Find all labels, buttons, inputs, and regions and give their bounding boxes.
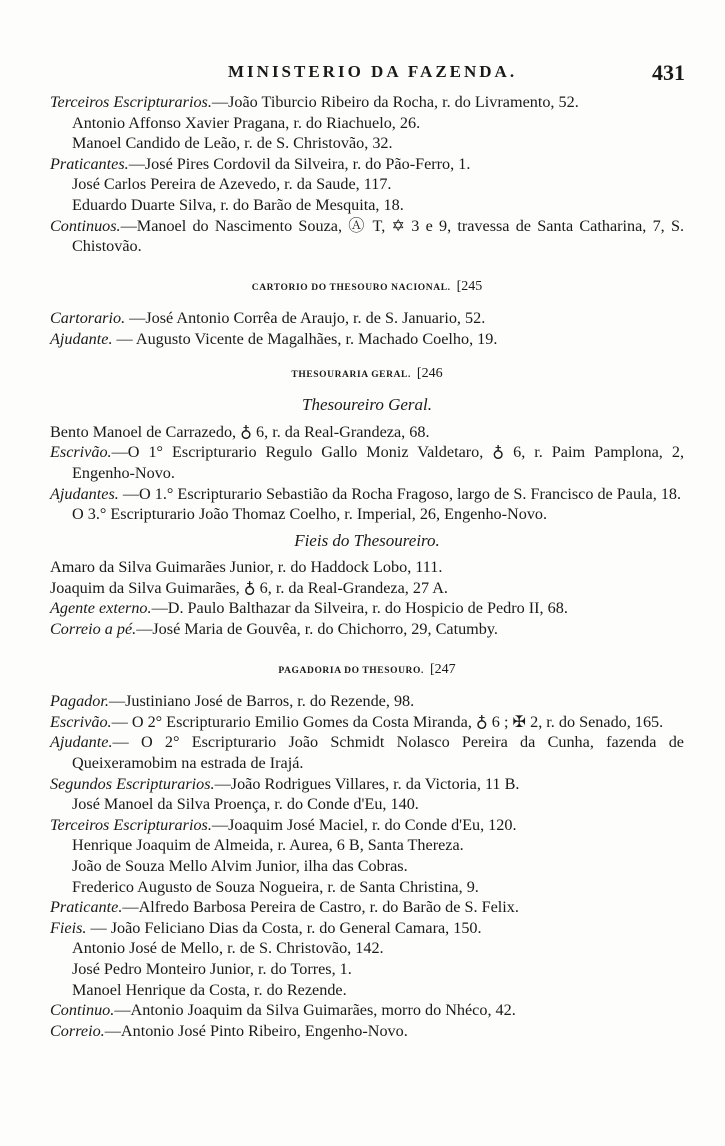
- role-label: Fieis.: [50, 918, 87, 937]
- entry-text: O 3.° Escripturario João Thomaz Coelho, r. Imperial, 26, Engenho-Novo.: [72, 505, 548, 524]
- role-label: Ajudantes.: [50, 484, 119, 503]
- list-item: [50, 1021, 684, 1042]
- list-item: [50, 619, 684, 640]
- entry-text: Bento Manoel de Carrazedo, ♁ 6, r. da Real-Grandeza, 68.: [50, 422, 430, 441]
- role-label: Segundos Escripturarios.: [50, 774, 215, 793]
- list-item: [50, 422, 684, 443]
- list-item: [50, 774, 684, 795]
- page-header: [0, 60, 725, 90]
- list-item: [50, 938, 684, 959]
- list-item: [50, 877, 684, 898]
- list-item: [50, 578, 684, 599]
- list-item: [50, 835, 684, 856]
- list-item: [50, 174, 684, 195]
- entry-text: —João Rodrigues Villares, r. da Victoria, 11 B.: [214, 774, 520, 793]
- pagadoria-list: [50, 691, 684, 1041]
- list-item: [50, 195, 684, 216]
- fieis-list: [50, 557, 684, 639]
- role-label: Pagador.: [50, 692, 109, 711]
- entry-text: Antonio Affonso Xavier Pragana, r. do Riachuelo, 26.: [72, 113, 421, 132]
- entry-text: —José Maria de Gouvêa, r. do Chichorro, 29, Catumby.: [136, 620, 498, 639]
- entry-text: José Manoel da Silva Proença, r. do Conde d'Eu, 140.: [72, 795, 419, 814]
- entry-text: Manoel Henrique da Costa, r. do Rezende.: [72, 980, 347, 999]
- section-heading-cartorio: [50, 277, 684, 299]
- entry-text: José Carlos Pereira de Azevedo, r. da Saude, 117.: [72, 175, 392, 194]
- running-title: MINISTERIO DA FAZENDA.: [228, 62, 518, 81]
- role-label: Continuo.: [50, 1001, 115, 1020]
- role-label: Correio a pé.: [50, 620, 137, 639]
- list-item: [50, 815, 684, 836]
- entry-text: —Alfredo Barbosa Pereira de Castro, r. do Barão de S. Felix.: [122, 898, 519, 917]
- section-heading-thesouraria: [50, 364, 684, 386]
- entry-text: —Antonio José Pinto Ribeiro, Engenho-Novo.: [104, 1021, 408, 1040]
- subsection-title: Thesoureiro Geral.: [301, 395, 432, 415]
- section-heading-pagadoria: [50, 660, 684, 682]
- entry-text: Amaro da Silva Guimarães Junior, r. do Haddock Lobo, 111.: [50, 558, 443, 577]
- section-heading-text: THESOURARIA GERAL.: [291, 369, 411, 380]
- list-item: [50, 918, 684, 939]
- list-item: [50, 959, 684, 980]
- entry-text: —Joaquim José Maciel, r. do Conde d'Eu, 120.: [211, 815, 517, 834]
- page-number: 431: [652, 60, 685, 85]
- role-label: Cartorario.: [50, 309, 126, 328]
- list-item: [50, 308, 684, 329]
- entry-text: —Justiniano José de Barros, r. do Rezende, 98.: [108, 692, 415, 711]
- list-item: [50, 92, 684, 113]
- entry-text: Eduardo Duarte Silva, r. do Barão de Mesquita, 18.: [72, 195, 404, 214]
- role-label: Escrivão.: [50, 712, 112, 731]
- list-item: [50, 897, 684, 918]
- entry-text: —Manoel do Nascimento Souza, Ⓐ T, ✡ 3 e 9, travessa de Santa Catharina, 7, S. Chistovão.: [72, 216, 684, 256]
- entry-text: Frederico Augusto de Souza Nogueira, r. de Santa Christina, 9.: [72, 877, 479, 896]
- role-label: Escrivão.: [50, 443, 112, 462]
- entry-text: Antonio José de Mello, r. de S. Christovão, 142.: [72, 939, 384, 958]
- role-label: Correio.: [50, 1021, 105, 1040]
- section-number: [247: [429, 661, 456, 677]
- role-label: Continuos.: [50, 216, 121, 235]
- role-label: Terceiros Escripturarios.: [50, 815, 212, 834]
- list-item: [50, 133, 684, 154]
- list-item: [50, 557, 684, 578]
- list-item: [50, 154, 684, 175]
- list-item: [50, 329, 684, 350]
- role-label: Ajudante.: [50, 733, 113, 752]
- page-body: [50, 92, 684, 1041]
- entry-text: — Augusto Vicente de Magalhães, r. Machado Coelho, 19.: [112, 329, 498, 348]
- entry-text: —O 1° Escripturario Regulo Gallo Moniz Valdetaro, ♁ 6, r. Paim Pamplona, 2, Engenho-Novo.: [72, 443, 684, 482]
- list-item: [50, 732, 684, 773]
- entry-text: Joaquim da Silva Guimarães, ♁ 6, r. da Real-Grandeza, 27 A.: [50, 578, 448, 597]
- list-item: [50, 1000, 684, 1021]
- list-item: [50, 113, 684, 134]
- role-label: Praticantes.: [50, 154, 129, 173]
- section-heading-text: PAGADORIA DO THESOURO.: [278, 665, 424, 676]
- list-item: [50, 504, 684, 525]
- entry-text: —O 1.° Escripturario Sebastião da Rocha Fragoso, largo de S. Francisco de Paula, 18.: [118, 484, 682, 503]
- entry-text: — João Feliciano Dias da Costa, r. do General Camara, 150.: [86, 918, 482, 937]
- list-item: [50, 980, 684, 1001]
- entry-text: Henrique Joaquim de Almeida, r. Aurea, 6 B, Santa Thereza.: [72, 836, 464, 855]
- entry-text: João de Souza Mello Alvim Junior, ilha das Cobras.: [72, 857, 408, 875]
- list-item: [50, 691, 684, 712]
- entry-text: — O 2° Escripturario Emilio Gomes da Costa Miranda, ♁ 6 ; ✠ 2, r. do Senado, 165.: [111, 712, 664, 731]
- role-label: Agente externo.: [50, 599, 152, 618]
- cartorio-list: [50, 308, 684, 349]
- list-item: [50, 598, 684, 619]
- role-label: Praticante.: [50, 898, 123, 917]
- staff-list-continued: [50, 92, 684, 257]
- list-item: [50, 442, 684, 483]
- subsection-title: Fieis do Thesoureiro.: [294, 530, 440, 550]
- list-item: [50, 712, 684, 733]
- entry-text: —D. Paulo Balthazar da Silveira, r. do Hospicio de Pedro II, 68.: [151, 599, 568, 618]
- entry-text: — O 2° Escripturario João Schmidt Nolasco Pereira da Cunha, fazenda de Queixeramobim na estrada de Irajá.: [72, 733, 684, 773]
- entry-text: —Antonio Joaquim da Silva Guimarães, morro do Nhéco, 42.: [114, 1001, 516, 1020]
- entry-text: —João Tiburcio Ribeiro da Rocha, r. do Livramento, 52.: [211, 93, 579, 111]
- section-heading-text: CARTORIO DO THESOURO NACIONAL.: [251, 282, 451, 293]
- role-label: Terceiros Escripturarios.: [50, 93, 212, 111]
- thesouraria-list: [50, 422, 684, 525]
- list-item: [50, 216, 684, 257]
- entry-text: Manoel Candido de Leão, r. de S. Christovão, 32.: [72, 134, 393, 153]
- entry-text: —José Antonio Corrêa de Araujo, r. de S. Januario, 52.: [125, 309, 486, 328]
- entry-text: —José Pires Cordovil da Silveira, r. do Pão-Ferro, 1.: [128, 154, 471, 173]
- section-number: [245: [456, 278, 483, 294]
- list-item: [50, 794, 684, 815]
- entry-text: José Pedro Monteiro Junior, r. do Torres, 1.: [72, 959, 352, 978]
- section-number: [246: [416, 365, 443, 381]
- list-item: [50, 484, 684, 505]
- list-item: [50, 856, 684, 877]
- role-label: Ajudante.: [50, 329, 113, 348]
